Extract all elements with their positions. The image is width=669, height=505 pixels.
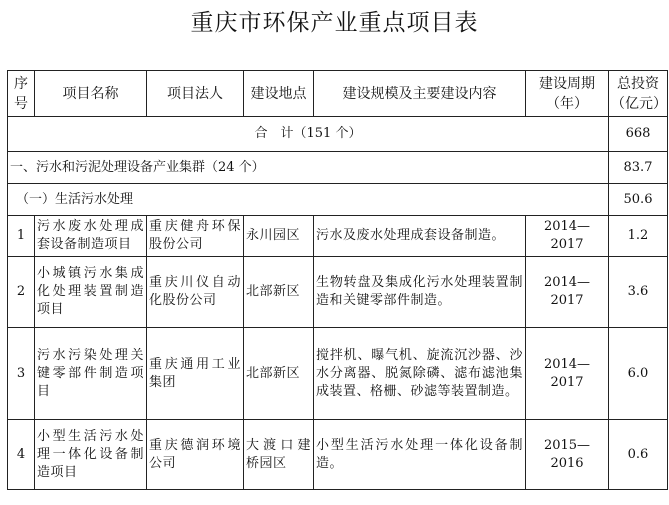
subgroup-row (8, 184, 668, 216)
row-scope: 搅拌机、曝气机、旋流沉沙器、沙水分离器、脱氮除磷、滤布滤池集成装置、格栅、砂滤等装置制造。 (314, 328, 526, 420)
row-owner: 重庆德润环境公司 (147, 420, 244, 490)
header-period-line2: （年） (546, 95, 588, 112)
table-row (8, 420, 668, 490)
header-location: 建设地点 (244, 71, 314, 117)
total-label: 合 计（151 个） (8, 117, 609, 152)
row-period: 2014—2017 (526, 216, 609, 257)
row-scope: 生物转盘及集成化污水处理装置制造和关键零部件制造。 (314, 257, 526, 328)
row-name: 污水污染处理关键零部件制造项目 (35, 328, 147, 420)
header-name: 项目名称 (35, 71, 147, 117)
row-seq: 1 (8, 216, 35, 257)
row-location: 北部新区 (244, 328, 314, 420)
row-invest: 6.0 (609, 328, 668, 420)
row-owner: 重庆通用工业集团 (147, 328, 244, 420)
row-owner: 重庆川仪自动化股份公司 (147, 257, 244, 328)
row-invest: 3.6 (609, 257, 668, 328)
project-table (7, 70, 668, 490)
row-location: 永川园区 (244, 216, 314, 257)
page-title: 重庆市环保产业重点项目表 (190, 10, 479, 36)
subgroup-label: （一）生活污水处理 (8, 184, 609, 216)
header-invest-line1: 总投资 (617, 75, 659, 92)
row-period: 2015—2016 (526, 420, 609, 490)
table-row (8, 216, 668, 257)
row-scope: 小型生活污水处理一体化设备制造。 (314, 420, 526, 490)
total-value: 668 (609, 117, 668, 152)
row-seq: 3 (8, 328, 35, 420)
row-location: 北部新区 (244, 257, 314, 328)
row-owner: 重庆健舟环保股份公司 (147, 216, 244, 257)
table-row (8, 257, 668, 328)
row-location: 大渡口建桥园区 (244, 420, 314, 490)
header-seq (8, 71, 35, 117)
row-name: 小城镇污水集成化处理装置制造项目 (35, 257, 147, 328)
row-name: 小型生活污水处理一体化设备制造项目 (35, 420, 147, 490)
header-seq-line2: 号 (14, 95, 28, 112)
row-seq: 4 (8, 420, 35, 490)
subgroup-value: 50.6 (609, 184, 668, 216)
group-row (8, 152, 668, 184)
row-period: 2014—2017 (526, 328, 609, 420)
row-name: 污水废水处理成套设备制造项目 (35, 216, 147, 257)
row-period: 2014—2017 (526, 257, 609, 328)
table-row (8, 328, 668, 420)
row-invest: 1.2 (609, 216, 668, 257)
header-invest-line2: （亿元） (611, 95, 667, 112)
header-owner: 项目法人 (147, 71, 244, 117)
header-scope: 建设规模及主要建设内容 (314, 71, 526, 117)
header-period (526, 71, 609, 117)
group-value: 83.7 (609, 152, 668, 184)
header-invest (609, 71, 668, 117)
group-label: 一、污水和污泥处理设备产业集群（24 个） (8, 152, 609, 184)
header-row (8, 71, 668, 117)
total-row (8, 117, 668, 152)
row-invest: 0.6 (609, 420, 668, 490)
header-seq-line1: 序 (14, 75, 28, 92)
row-seq: 2 (8, 257, 35, 328)
header-period-line1: 建设周期 (539, 75, 595, 92)
row-scope: 污水及废水处理成套设备制造。 (314, 216, 526, 257)
